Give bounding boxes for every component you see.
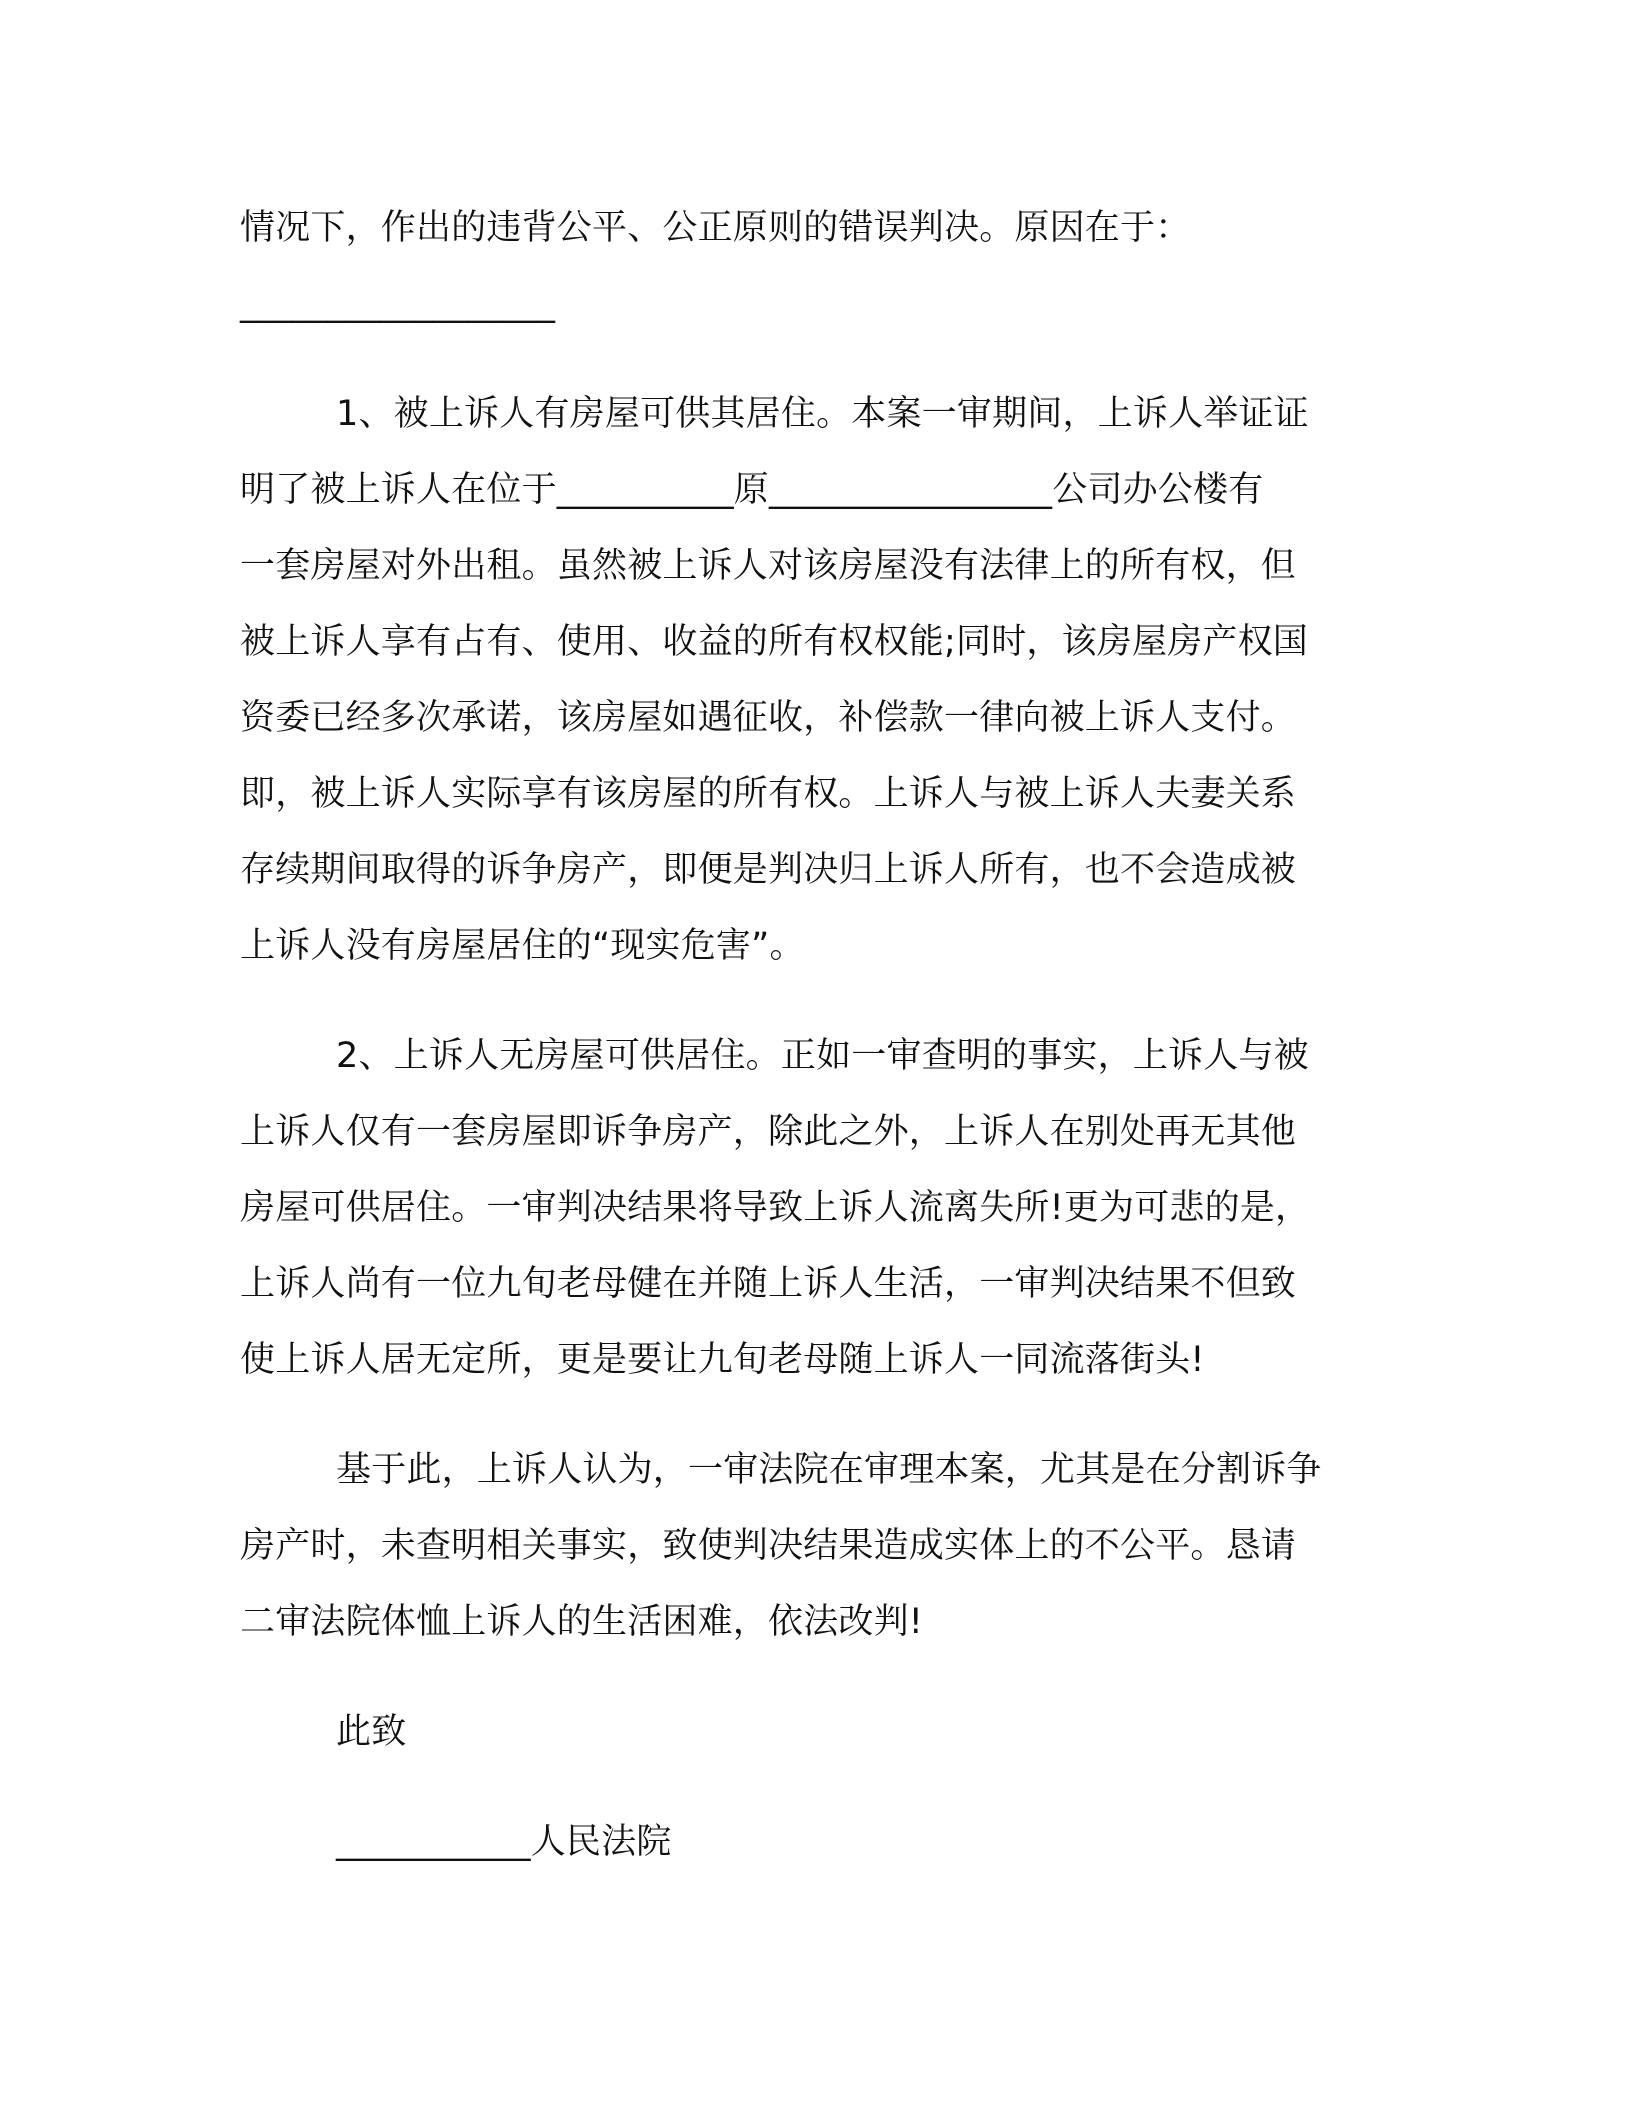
- paragraph-2-line: 2、上诉人无房屋可供居住。正如一审查明的事实，上诉人与被: [336, 1036, 1309, 1076]
- paragraph-1-line: 一套房屋对外出租。虽然被上诉人对该房屋没有法律上的所有权，但: [240, 546, 1297, 586]
- paragraph-2-line: 使上诉人居无定所，更是要让九旬老母随上诉人一同流落街头!: [240, 1340, 1205, 1380]
- paragraph-2-line: 上诉人尚有一位九旬老母健在并随上诉人生活，一审判决结果不但致: [240, 1264, 1297, 1304]
- paragraph-3-line: 基于此，上诉人认为，一审法院在审理本案，尤其是在分割诉争: [336, 1450, 1322, 1490]
- paragraph-3-line: 房产时，未查明相关事实，致使判决结果造成实体上的不公平。恳请: [240, 1526, 1297, 1566]
- paragraph-1-line: 资委已经多次承诺，该房屋如遇征收，补偿款一律向被上诉人支付。: [240, 698, 1297, 738]
- paragraph-1-line: 上诉人没有房屋居住的“现实危害”。: [240, 926, 805, 966]
- court-line: ___________人民法院: [336, 1822, 672, 1862]
- paragraph-1-line: 1、被上诉人有房屋可供其居住。本案一审期间，上诉人举证证: [336, 394, 1309, 434]
- paragraph-2: [240, 1018, 1370, 1398]
- paragraph-3-line: 二审法院体恤上诉人的生活困难，依法改判!: [240, 1602, 924, 1642]
- paragraph-3: [240, 1432, 1370, 1660]
- salutation: 此致: [336, 1712, 407, 1752]
- paragraph-1-line: 被上诉人享有占有、使用、收益的所有权权能;同时，该房屋房产权国: [240, 622, 1308, 662]
- paragraph-1-line: 明了被上诉人在位于__________原________________公司办公楼有: [240, 470, 1264, 510]
- intro-line: 情况下，作出的违背公平、公正原则的错误判决。原因在于：: [240, 208, 1191, 248]
- paragraph-2-line: 房屋可供居住。一审判决结果将导致上诉人流离失所!更为可悲的是，: [240, 1188, 1311, 1228]
- intro-blank: __________________: [240, 284, 555, 324]
- paragraph-1: [240, 376, 1370, 984]
- document-body: [240, 190, 1370, 1880]
- paragraph-1-line: 即，被上诉人实际享有该房屋的所有权。上诉人与被上诉人夫妻关系: [240, 774, 1297, 814]
- paragraph-2-line: 上诉人仅有一套房屋即诉争房产，除此之外，上诉人在别处再无其他: [240, 1112, 1297, 1152]
- paragraph-1-line: 存续期间取得的诉争房产，即便是判决归上诉人所有，也不会造成被: [240, 850, 1297, 890]
